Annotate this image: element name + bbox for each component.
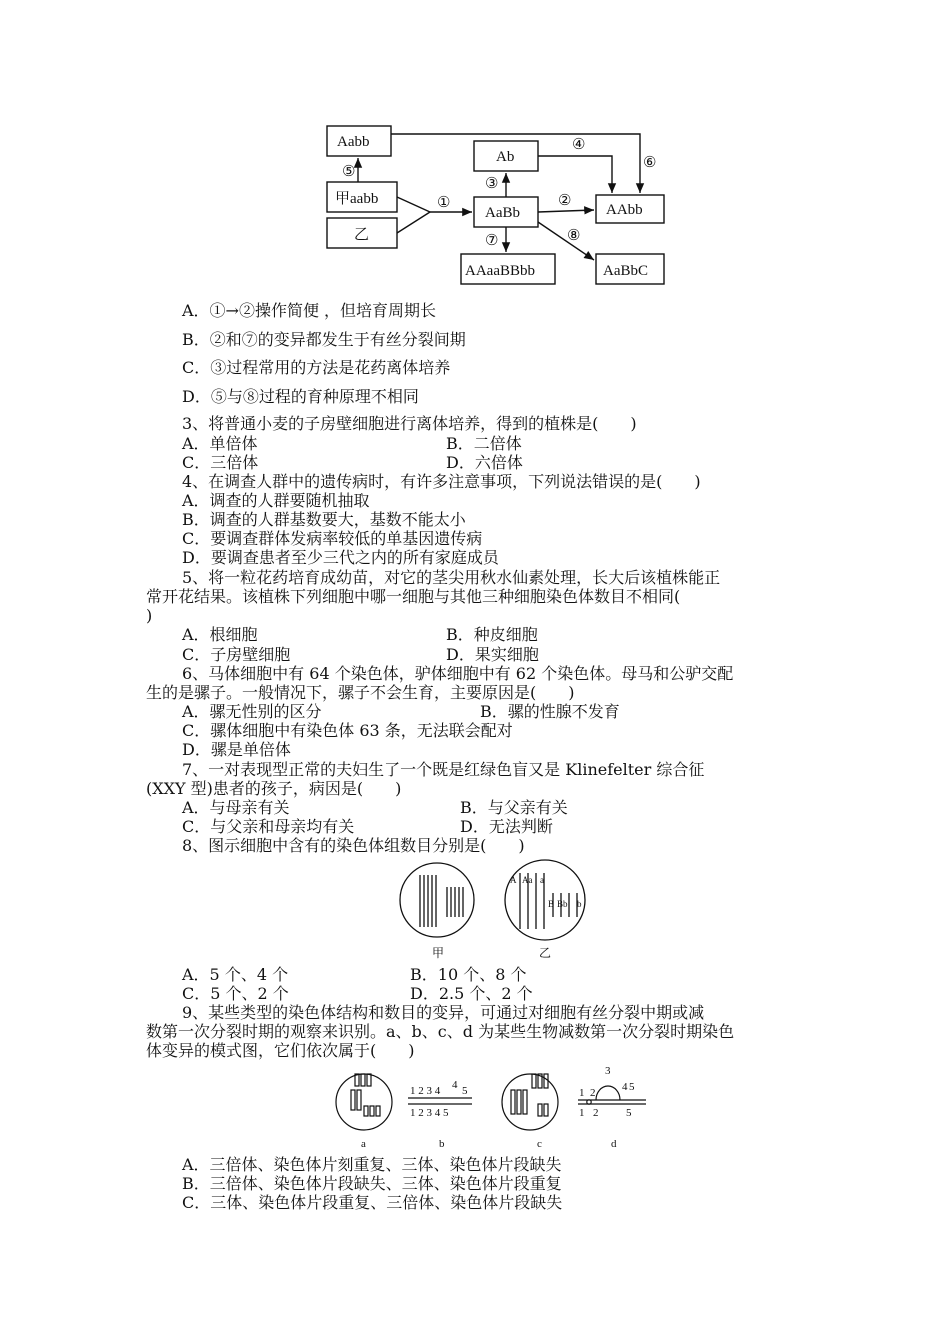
q8-gene-b3: b [577,899,582,909]
step-5: ⑤ [342,164,356,180]
q3-option-a: A．单倍体 [182,434,258,453]
q8-gene-aa: Aa [522,875,533,885]
q9-d-b1: 1 [579,1107,585,1119]
box-jia: 甲aabb [335,191,379,207]
q6-option-a: A．骡无性别的区分 [182,702,322,721]
q9-stem-line1: 9、某些类型的染色体结构和数目的变异，可通过对细胞有丝分裂中期或减 [182,1003,705,1022]
q4-option-c: C．要调查群体发病率较低的单基因遗传病 [182,529,483,548]
box-aaaa: AAaaBBbb [465,263,535,279]
step-7: ⑦ [485,233,499,249]
q2-option-b: B．②和⑦的变异都发生于有丝分裂间期 [182,330,466,349]
q8-option-d: D．2.5 个、2 个 [410,984,533,1003]
q9-d-b5: 5 [626,1107,632,1119]
q4-option-a: A．调查的人群要随机抽取 [182,491,370,510]
box-aabb-right: AAbb [606,202,643,218]
step-1: ① [437,195,451,211]
q2-option-c: C．③过程常用的方法是花药离体培养 [182,358,451,377]
q9-d-4: 4 [622,1081,628,1093]
q2-option-d: D．⑤与⑧过程的育种原理不相同 [182,387,419,406]
box-aabb-mid: AaBb [485,205,520,221]
q3-option-b: B．二倍体 [446,434,522,453]
q9-d-1: 1 [579,1087,585,1099]
q4-option-b: B．调查的人群基数要大，基数不能太小 [182,510,466,529]
q6-option-b: B．骡的性腺不发育 [480,702,620,721]
q9-b-top4b: 4 [452,1079,458,1091]
q5-option-d: D．果实细胞 [446,645,539,664]
q7-stem-line2: (XXY 型)患者的孩子，病因是( ) [146,779,402,798]
q5-option-a: A．根细胞 [182,625,258,644]
q6-option-d: D．骡是单倍体 [182,740,291,759]
q9-option-c: C．三体、染色体片段重复、三倍体、染色体片段缺失 [182,1193,563,1212]
step-8: ⑧ [567,228,581,244]
q3-option-d: D．六倍体 [446,453,523,472]
q9-label-b: b [439,1138,445,1150]
q9-b-bottom: 1 2 3 4 5 [410,1107,449,1119]
q8-stem: 8、图示细胞中含有的染色体组数目分别是( ) [182,836,525,855]
q8-option-b: B．10 个、8 个 [410,965,527,984]
q8-option-a: A．5 个、4 个 [182,965,289,984]
q5-option-b: B．种皮细胞 [446,625,538,644]
q5-stem-line2: 常开花结果。该植株下列细胞中哪一细胞与其他三种细胞染色体数目不相同( [146,587,681,606]
box-aabb: Aabb [337,134,370,150]
q3-stem: 3、将普通小麦的子房壁细胞进行离体培养，得到的植株是( ) [182,414,637,433]
q7-option-d: D．无法判断 [460,817,553,836]
q9-d-b2: 2 [593,1107,599,1119]
q8-gene-bb: Bb [557,899,568,909]
breeding-flow-diagram [0,0,950,300]
q9-d-2: 2 [590,1087,596,1099]
q9-label-c: c [537,1138,542,1150]
q2-option-a: A．①→②操作简便 ，但培育周期长 [182,301,437,320]
q5-stem-line3: ) [146,606,153,625]
q9-label-a: a [361,1138,366,1150]
q6-stem-line2: 生的是骡子。一般情况下，骡子不会生育，主要原因是( ) [146,683,575,702]
q5-stem-line1: 5、将一粒花药培育成幼苗，对它的茎尖用秋水仙素处理，长大后该植株能正 [182,568,721,587]
q8-option-c: C．5 个、2 个 [182,984,289,1003]
q3-option-c: C．三倍体 [182,453,259,472]
q9-d-3: 3 [605,1065,611,1077]
step-2: ② [558,193,572,209]
q8-gene-a-left: A [510,875,517,885]
box-ab: Ab [496,149,515,165]
q4-stem: 4、在调查人群中的遗传病时，有许多注意事项，下列说法错误的是( ) [182,472,701,491]
q9-option-b: B．三倍体、染色体片段缺失、三体、染色体片段重复 [182,1174,562,1193]
q8-cell-figure [0,855,950,965]
step-4: ④ [572,137,586,153]
q4-option-d: D．要调查患者至少三代之内的所有家庭成员 [182,548,499,567]
q8-gene-a-right: a [540,875,544,885]
q9-b-top: 1 2 3 4 [410,1085,441,1097]
q9-variation-figure [0,1060,950,1160]
box-aabbc: AaBbC [603,263,648,279]
q7-option-c: C．与父亲和母亲均有关 [182,817,355,836]
q7-stem-line1: 7、一对表现型正常的夫妇生了一个既是红绿色盲又是 Klinefelter 综合征 [182,760,705,779]
q6-stem-line1: 6、马体细胞中有 64 个染色体，驴体细胞中有 62 个染色体。母马和公驴交配 [182,664,734,683]
q9-b-top5: 5 [462,1085,468,1097]
q9-option-a: A．三倍体、染色体片刻重复、三体、染色体片段缺失 [182,1155,562,1174]
q7-option-a: A．与母亲有关 [182,798,290,817]
q9-stem-line3: 体变异的模式图，它们依次属于( ) [146,1041,415,1060]
step-6: ⑥ [643,155,657,171]
step-3: ③ [485,176,499,192]
q8-label-jia: 甲 [432,946,445,960]
q8-label-yi: 乙 [539,946,552,960]
q6-option-c: C．骡体细胞中有染色体 63 条，无法联会配对 [182,721,513,740]
q7-option-b: B．与父亲有关 [460,798,568,817]
q9-d-5a: 5 [629,1081,635,1093]
q9-stem-line2: 数第一次分裂时期的观察来识别。a、b、c、d 为某些生物减数第一次分裂时期染色 [146,1022,735,1041]
q5-option-c: C．子房壁细胞 [182,645,291,664]
q8-gene-b1: B [548,899,555,909]
box-yi: 乙 [354,227,370,243]
q9-label-d: d [611,1138,617,1150]
